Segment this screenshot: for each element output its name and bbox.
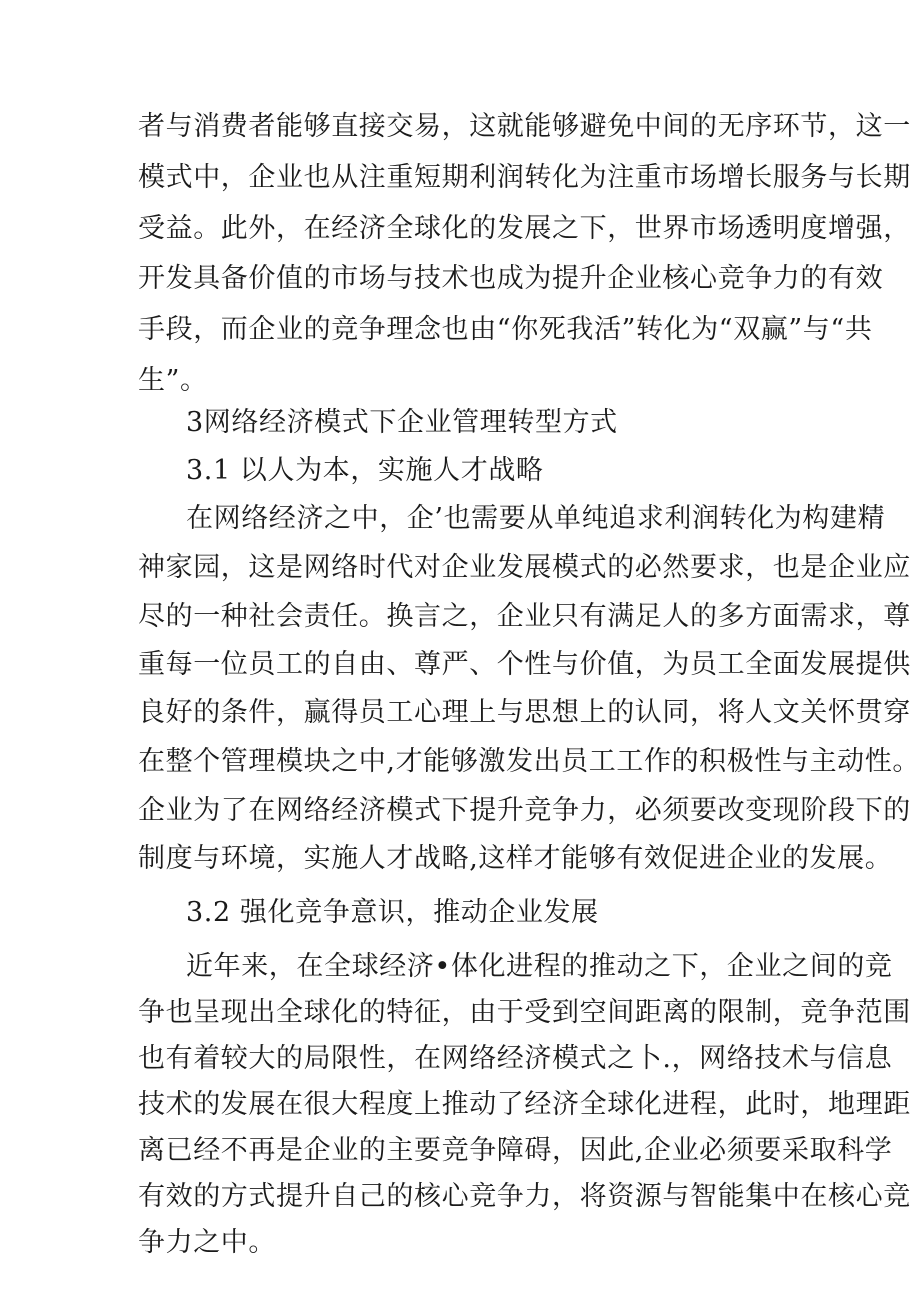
paragraph-line: 在网络经济之中，企’也需要从单纯追求利润转化为构建精 xyxy=(186,503,886,534)
paragraph-line: 尽的一种社会责任。换言之，企业只有满足人的多方面需求，尊 xyxy=(138,601,911,632)
paragraph-line: 争力之中。 xyxy=(138,1227,276,1258)
paragraph-line: 手段，而企业的竞争理念也由“你死我活”转化为“双赢”与“共 xyxy=(138,314,873,345)
paragraph-line: 生”。 xyxy=(138,365,208,396)
paragraph-line: 争也呈现出全球化的特征，由于受到空间距离的限制，竞争范围 xyxy=(138,997,911,1028)
paragraph-line: 制度与环境，实施人才战略,这样才能够有效促进企业的发展。 xyxy=(138,843,893,874)
paragraph-line: 企业为了在网络经济模式下提升竞争力，必须要改变现阶段下的 xyxy=(138,795,911,826)
paragraph-line: 者与消费者能够直接交易，这就能够避免中间的无序环节，这一 xyxy=(138,111,911,142)
paragraph-line: 近年来，在全球经济•体化进程的推动之下，企业之间的竞 xyxy=(186,951,893,982)
paragraph-line: 离已经不再是企业的主要竞争障碍，因此,企业必须要采取科学 xyxy=(138,1135,893,1166)
subsection-heading: 3.1 以人为本，实施人才战略 xyxy=(186,455,544,486)
paragraph-line: 开发具备价值的市场与技术也成为提升企业核心竞争力的有效 xyxy=(138,263,884,294)
paragraph-line: 在整个管理模块之中,才能够激发出员工工作的积极性与主动性。 xyxy=(138,746,920,777)
paragraph-line: 有效的方式提升自己的核心竞争力，将资源与智能集中在核心竞 xyxy=(138,1181,911,1212)
paragraph-line: 重每一位员工的自由、尊严、个性与价值，为员工全面发展提供 xyxy=(138,649,911,680)
subsection-heading: 3.2 强化竞争意识，推动企业发展 xyxy=(186,897,599,928)
paragraph-line: 模式中，企业也从注重短期利润转化为注重市场增长服务与长期 xyxy=(138,162,911,193)
paragraph-line: 受益。此外，在经济全球化的发展之下，世界市场透明度增强， xyxy=(138,213,911,244)
paragraph-line: 也有着较大的局限性，在网络经济模式之卜.，网络技术与信息 xyxy=(138,1043,893,1074)
paragraph-line: 技术的发展在很大程度上推动了经济全球化进程，此时，地理距 xyxy=(138,1089,911,1120)
paragraph-line: 良好的条件，赢得员工心理上与思想上的认同，将人文关怀贯穿 xyxy=(138,697,911,728)
section-heading: 3网络经济模式下企业管理转型方式 xyxy=(186,407,618,438)
paragraph-line: 神家园，这是网络时代对企业发展模式的必然要求，也是企业应 xyxy=(138,552,911,583)
